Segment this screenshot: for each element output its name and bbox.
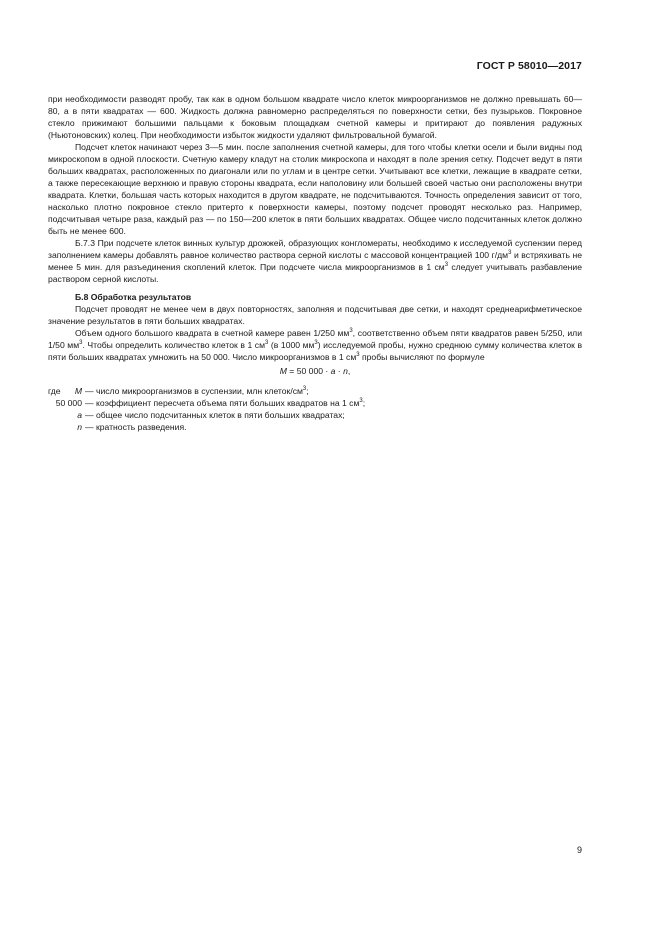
p5-text-e: ) исследуемой пробы, нужно среднюю сумму количества клеток в пяти больших квадратах умножить на 50 000. Число микроорганизмов в 1 см (48, 340, 583, 362)
formula-legend (48, 385, 582, 433)
p5-text-f: пробы вычисляют по формуле (359, 352, 485, 362)
superscript-3: 3 (444, 262, 449, 269)
formula-comma: , (347, 366, 351, 376)
legend-symbol: 50 000 (55, 398, 82, 408)
legend-text: — общее число подсчитанных клеток в пяти больших квадратах; (85, 410, 345, 420)
p5-text-d: (в 1000 мм (268, 340, 315, 350)
legend-row-a (48, 409, 582, 421)
formula-n: n (343, 366, 348, 376)
legend-where: где (48, 386, 61, 396)
superscript-3: 3 (356, 352, 360, 359)
legend-row-n (48, 421, 582, 433)
paragraph-sample-dilution: при необходимости разводят пробу, так как в одном большом квадрате число клеток микроорганизмов не должно превышать 60—80, а в пяти квадратах — 600. Жидкость должна равномерно распределяться по поверхности сетки, без пузырьков. Покровное стекло прижимают большими пальцами к боковым площадкам счетной камеры и притирают до появления радужных (Ньютоновских) колец. При необходимости избыток жидкости удаляют фильтровальной бумагой. (48, 94, 582, 140)
superscript-3: 3 (349, 328, 353, 335)
p3-text-b: и встряхивать не менее 5 мин. для разъединения скоплений клеток. При подсчете числа микроорганизмов в 1 см (48, 250, 582, 272)
legend-text: — кратность разведения. (85, 422, 187, 432)
paragraph-cell-counting: Подсчет клеток начинают через 3—5 мин. после заполнения счетной камеры, для того чтобы клетки осели и были видны под микроскопом в одной плоскости. Счетную камеру кладут на столик микроскопа и находят в поле зрения сетку. Подсчет ведут в пяти больших квадратах, расположенных по диагонали или по углам и в центре сетки. Учитывают все клетки, лежащие в квадрате сетки, а также пересекающие верхнюю и правую стороны квадрата, если наполовину или большей своей частью они расположены внутри квадрата. Клетки, большая часть которых находится в другом квадрате, не подсчитываются. Точность определения зависит от того, насколько плотно покровное стекло притерто к поверхности камеры, поэтому подсчет проводят несколько раз. Например, подсчитывая четыре раза, каждый раз — по 150—200 клеток в пяти больших квадратах. Общее число подсчитанных клеток должно быть не менее 600. (48, 142, 582, 236)
legend-row-coefficient (48, 397, 582, 409)
superscript-3: 3 (508, 250, 512, 257)
superscript-3: 3 (314, 340, 318, 347)
superscript-3: 3 (265, 340, 269, 347)
superscript-3: 3 (79, 340, 83, 347)
document-header: ГОСТ Р 58010—2017 (476, 60, 582, 72)
p5-text-c: . Чтобы определить количество клеток в 1 см (82, 340, 266, 350)
legend-text: — число микроорганизмов в суспензии, млн клеток/$см^3$; (85, 386, 309, 396)
formula-dot: · (335, 366, 344, 376)
paragraph-repetitions: Подсчет проводят не менее чем в двух повторностях, заполняя и подсчитывая две сетки, и находят среднеарифметическое значение результатов в пяти больших квадратах. (48, 304, 582, 326)
page-number: 9 (576, 845, 582, 855)
legend-text: — коэффициент пересчета объема пяти больших квадратов на 1 $см^3$; (85, 398, 366, 408)
paragraph-b-7-3 (48, 237, 582, 285)
legend-symbol: a (77, 410, 82, 420)
formula-m: M (279, 366, 287, 376)
formula (48, 365, 582, 377)
paragraph-volume-calculation (48, 327, 582, 363)
legend-symbol: n (77, 422, 82, 432)
p5-text-a: Объем одного большого квадрата в счетной камере равен 1/250 мм (75, 328, 350, 338)
document-body (48, 93, 582, 433)
p3-text-a: Б.7.3 При подсчете клеток винных культур дрожжей, образующих конгломераты, необходимо к исследуемой суспензии перед заполнением камеры добавлять равное количество раствора серной кислоты с массовой концентрацией 100 г/дм (48, 238, 582, 260)
p5-text-b: , соответственно объем пяти квадратов равен 5/250, или 1/50 мм (48, 328, 582, 350)
p3-text-c: следует учитывать разбавление раствором серной кислоты. (48, 262, 583, 284)
legend-row-m (48, 385, 582, 397)
legend-symbol: M (74, 386, 82, 396)
section-title-b-8: Б.8 Обработка результатов (75, 292, 192, 302)
formula-a: a (330, 366, 336, 376)
formula-eq: = 50 000 · (286, 366, 331, 376)
